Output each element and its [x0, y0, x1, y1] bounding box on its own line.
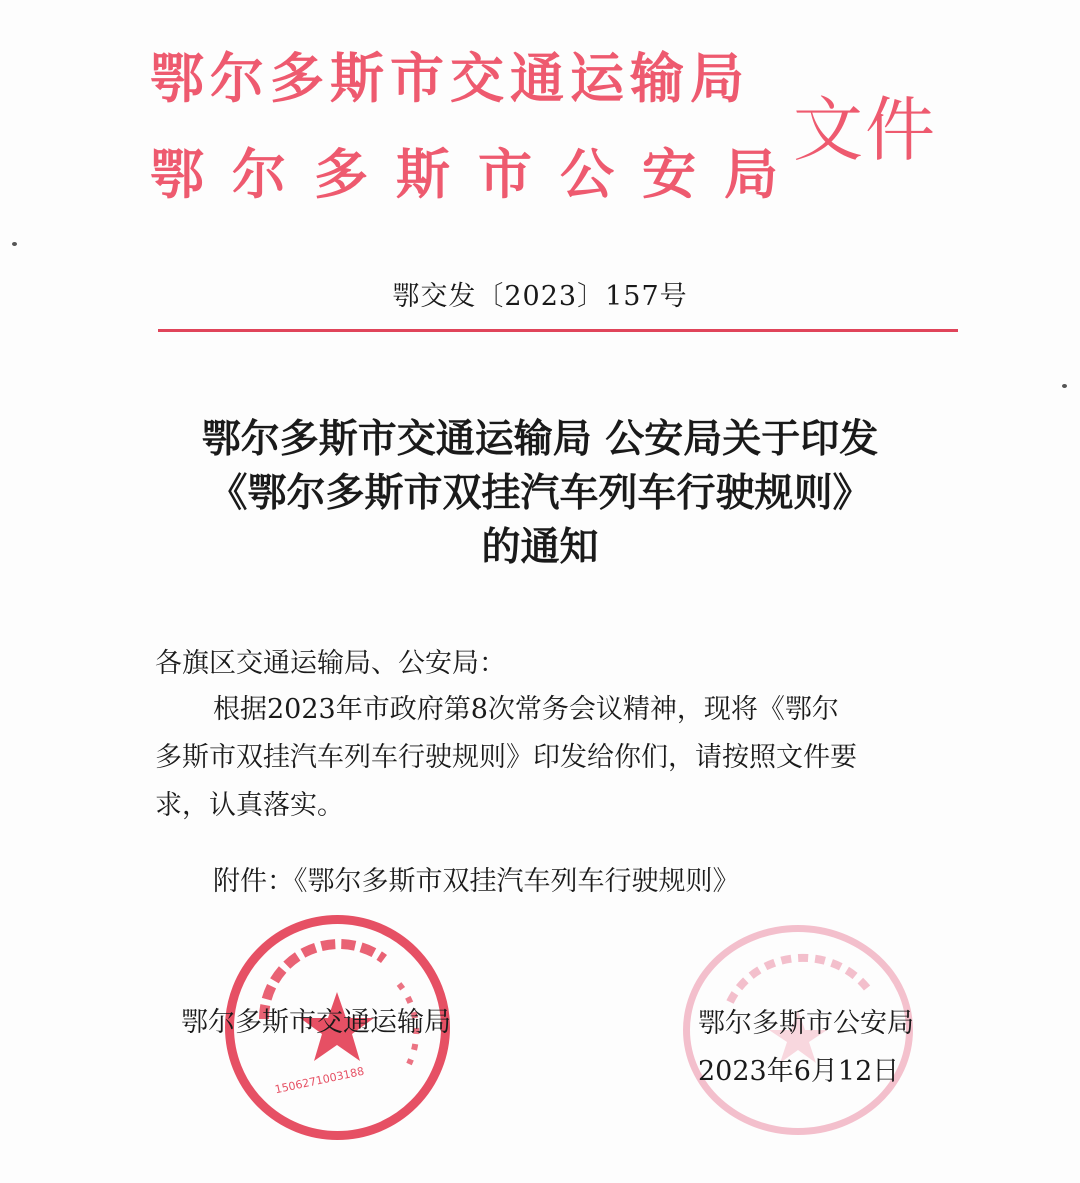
body-line: 根据2023年市政府第8次常务会议精神，现将《鄂尔 [213, 694, 839, 725]
signatory-transport-bureau: 鄂尔多斯市交通运输局 [181, 1007, 451, 1038]
body-line: 多斯市双挂汽车列车行驶规则》印发给你们，请按照文件要 [155, 742, 857, 773]
red-divider [158, 329, 958, 332]
issuer-line-1: 鄂尔多斯市交通运输局 [150, 47, 750, 110]
seal-number: 1506271003188 [273, 1064, 366, 1097]
doc-type-label: 文件 [793, 89, 937, 171]
signature-block-right [698, 1000, 914, 1096]
title-line: 的通知 [481, 524, 599, 570]
scan-speck [12, 242, 17, 246]
body-paragraph [155, 686, 955, 830]
scan-speck [1062, 384, 1067, 388]
attachment-line: 附件：《鄂尔多斯市双挂汽车列车行驶规则》 [213, 866, 740, 897]
signatory-public-security: 鄂尔多斯市公安局 [698, 1008, 914, 1039]
document-number: 鄂交发〔2023〕157号 [392, 281, 688, 312]
document-title [0, 412, 1080, 574]
issue-date: 2023年6月12日 [698, 1056, 900, 1087]
issuer-line-2: 鄂尔多斯市公安局 [150, 143, 806, 206]
body-line: 求，认真落实。 [155, 790, 344, 821]
title-line: 鄂尔多斯市交通运输局 公安局关于印发 [201, 416, 879, 462]
salutation: 各旗区交通运输局、公安局： [155, 648, 506, 679]
title-line: 《鄂尔多斯市双挂汽车列车行驶规则》 [208, 470, 872, 516]
